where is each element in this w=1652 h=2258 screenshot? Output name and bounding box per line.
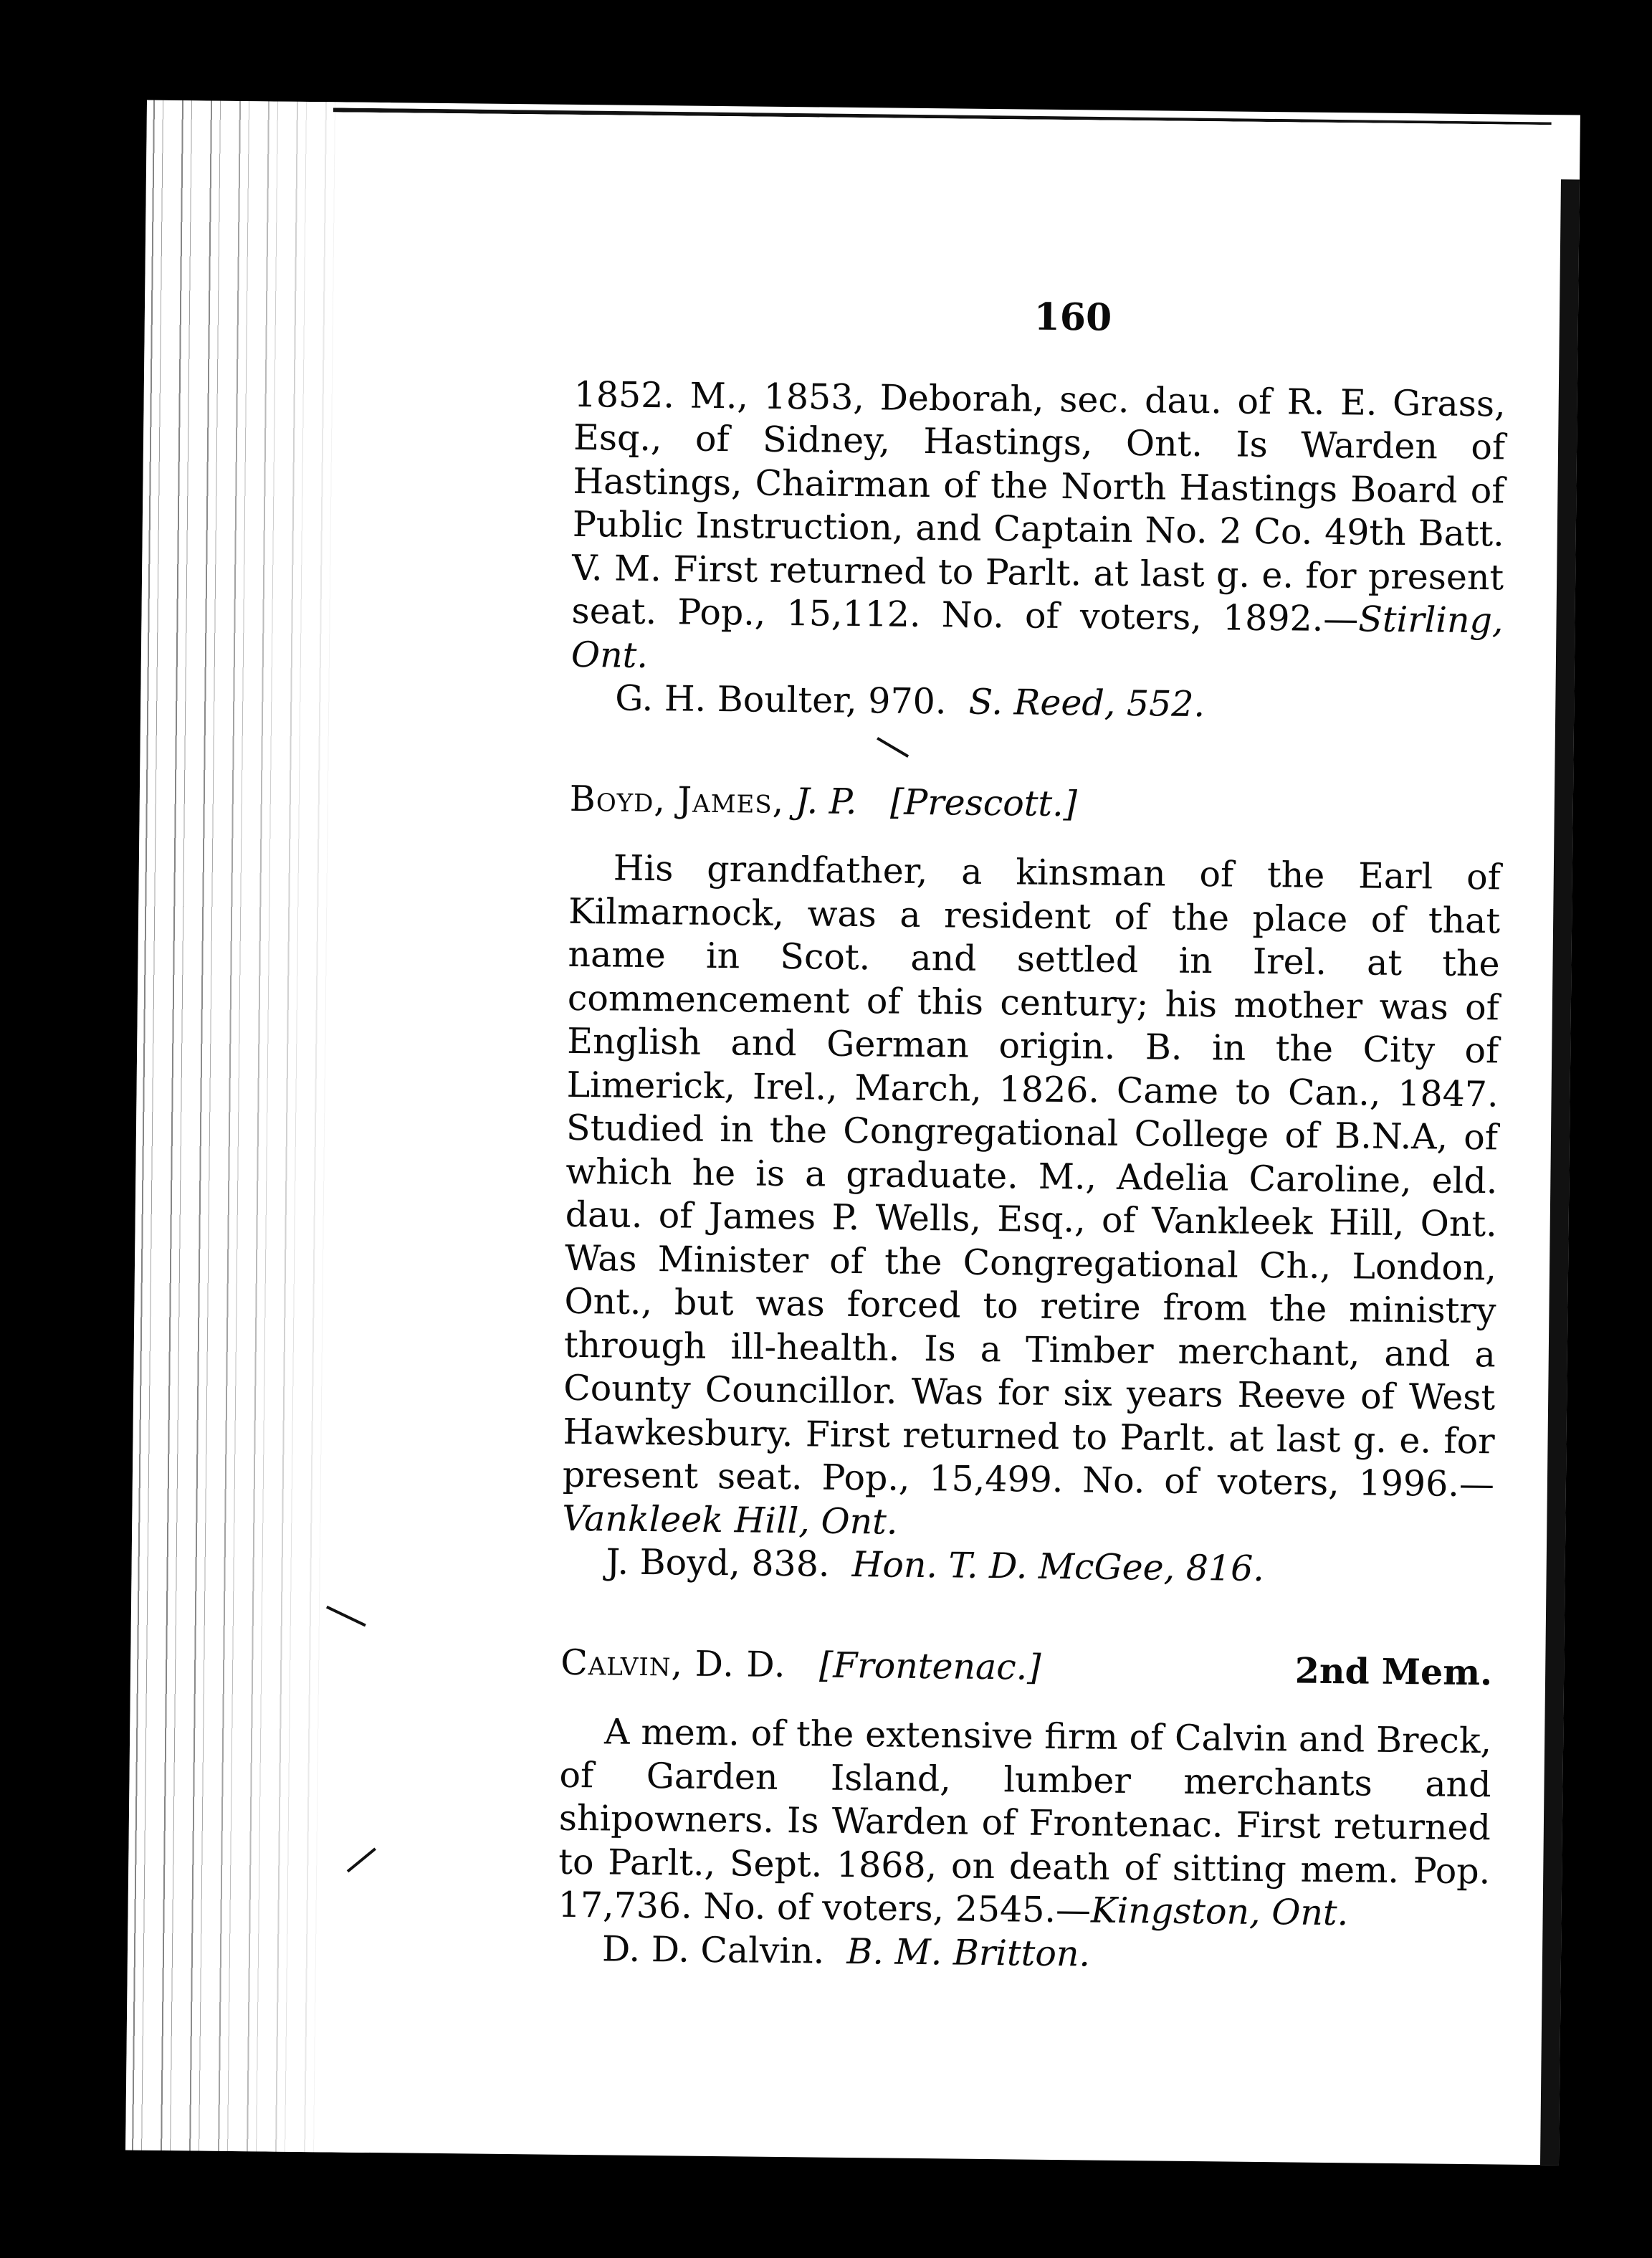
entry-member-note: 2nd Mem.: [1294, 1649, 1493, 1693]
entry-loser: B. M. Britton.: [846, 1930, 1091, 1975]
entry-winner: J. Boyd, 838.: [606, 1541, 830, 1585]
text-block: [558, 291, 1507, 1980]
entry-biography-text: A mem. of the extensive firm of Calvin and Breck, of Garden Island, lumber merchants and shipowners. Is Warden of Frontenac. First returned to Parlt., Sept. 1868, on death of sitting mem. Pop. 17,736. No. of voters, 2545.—: [558, 1711, 1492, 1931]
entry-riding: [Frontenac.]: [818, 1644, 1041, 1688]
entry-results-boyd: [561, 1540, 1494, 1594]
continuation-winner: G. H. Boulter, 970.: [615, 677, 947, 723]
right-page-edge: [1540, 179, 1580, 2165]
scanned-page: [125, 100, 1580, 2166]
entry-winner: D. D. Calvin.: [601, 1928, 825, 1972]
entry-biography-calvin: [558, 1710, 1491, 1937]
entry-biography-boyd: [562, 847, 1501, 1550]
entry-heading-calvin: [560, 1641, 1493, 1694]
entry-name: Boyd, James,: [569, 778, 785, 821]
entry-loser: Hon. T. D. McGee, 816.: [851, 1544, 1265, 1590]
entry-heading-boyd: [570, 777, 1502, 830]
entry-riding: [Prescott.]: [889, 781, 1078, 824]
entry-name: Calvin, D. D.: [560, 1642, 786, 1685]
entry-residence: Vankleek Hill, Ont.: [562, 1497, 898, 1543]
continuation-paragraph: [571, 373, 1506, 686]
continuation-text: 1852. M., 1853, Deborah, sec. dau. of R. E. Grass, Esq., of Sidney, Hastings, Ont. Is Warden of Hastings, Chairman of the North Hastings Board of Public Instruction, and Captain No. 2 Co. 49th Batt. V. M. First returned to Parlt. at last g. e. for present seat. Pop., 15,112. No. of voters, 1892.—: [571, 373, 1506, 640]
entry-title: J. P.: [795, 780, 857, 822]
entry-results-calvin: [558, 1927, 1490, 1980]
continuation-loser: S. Reed, 552.: [968, 681, 1205, 725]
entry-residence: Kingston, Ont.: [1090, 1890, 1349, 1934]
continuation-results: [570, 677, 1503, 730]
top-edge-rule: [333, 108, 1552, 125]
continuation-residence: Stirling, Ont.: [570, 599, 1504, 676]
entry-biography-text: His grandfather, a kinsman of the Earl of Kilmarnock, was a resident of the place of that name in Scot. and settled in Irel. at the commencement of this century; his mother was of English and German origin. B. in the City of Limerick, Irel., March, 1826. Came to Can., 1847. Studied in the Congregational College of B.N.A, of which he is a graduate. M., Adelia Caroline, eld. dau. of James P. Wells, Esq., of Vankleek Hill, Ont. Was Minister of the Congregational Ch., London, Ont., but was forced to retire from the ministry through ill-health. Is a Timber merchant, and a County Councillor. Was for six years Reeve of West Hawkesbury. First returned to Parlt. at last g. e. for present seat. Pop., 15,499. No. of voters, 1996.—: [562, 847, 1501, 1505]
page-number: 160: [1033, 295, 1112, 340]
